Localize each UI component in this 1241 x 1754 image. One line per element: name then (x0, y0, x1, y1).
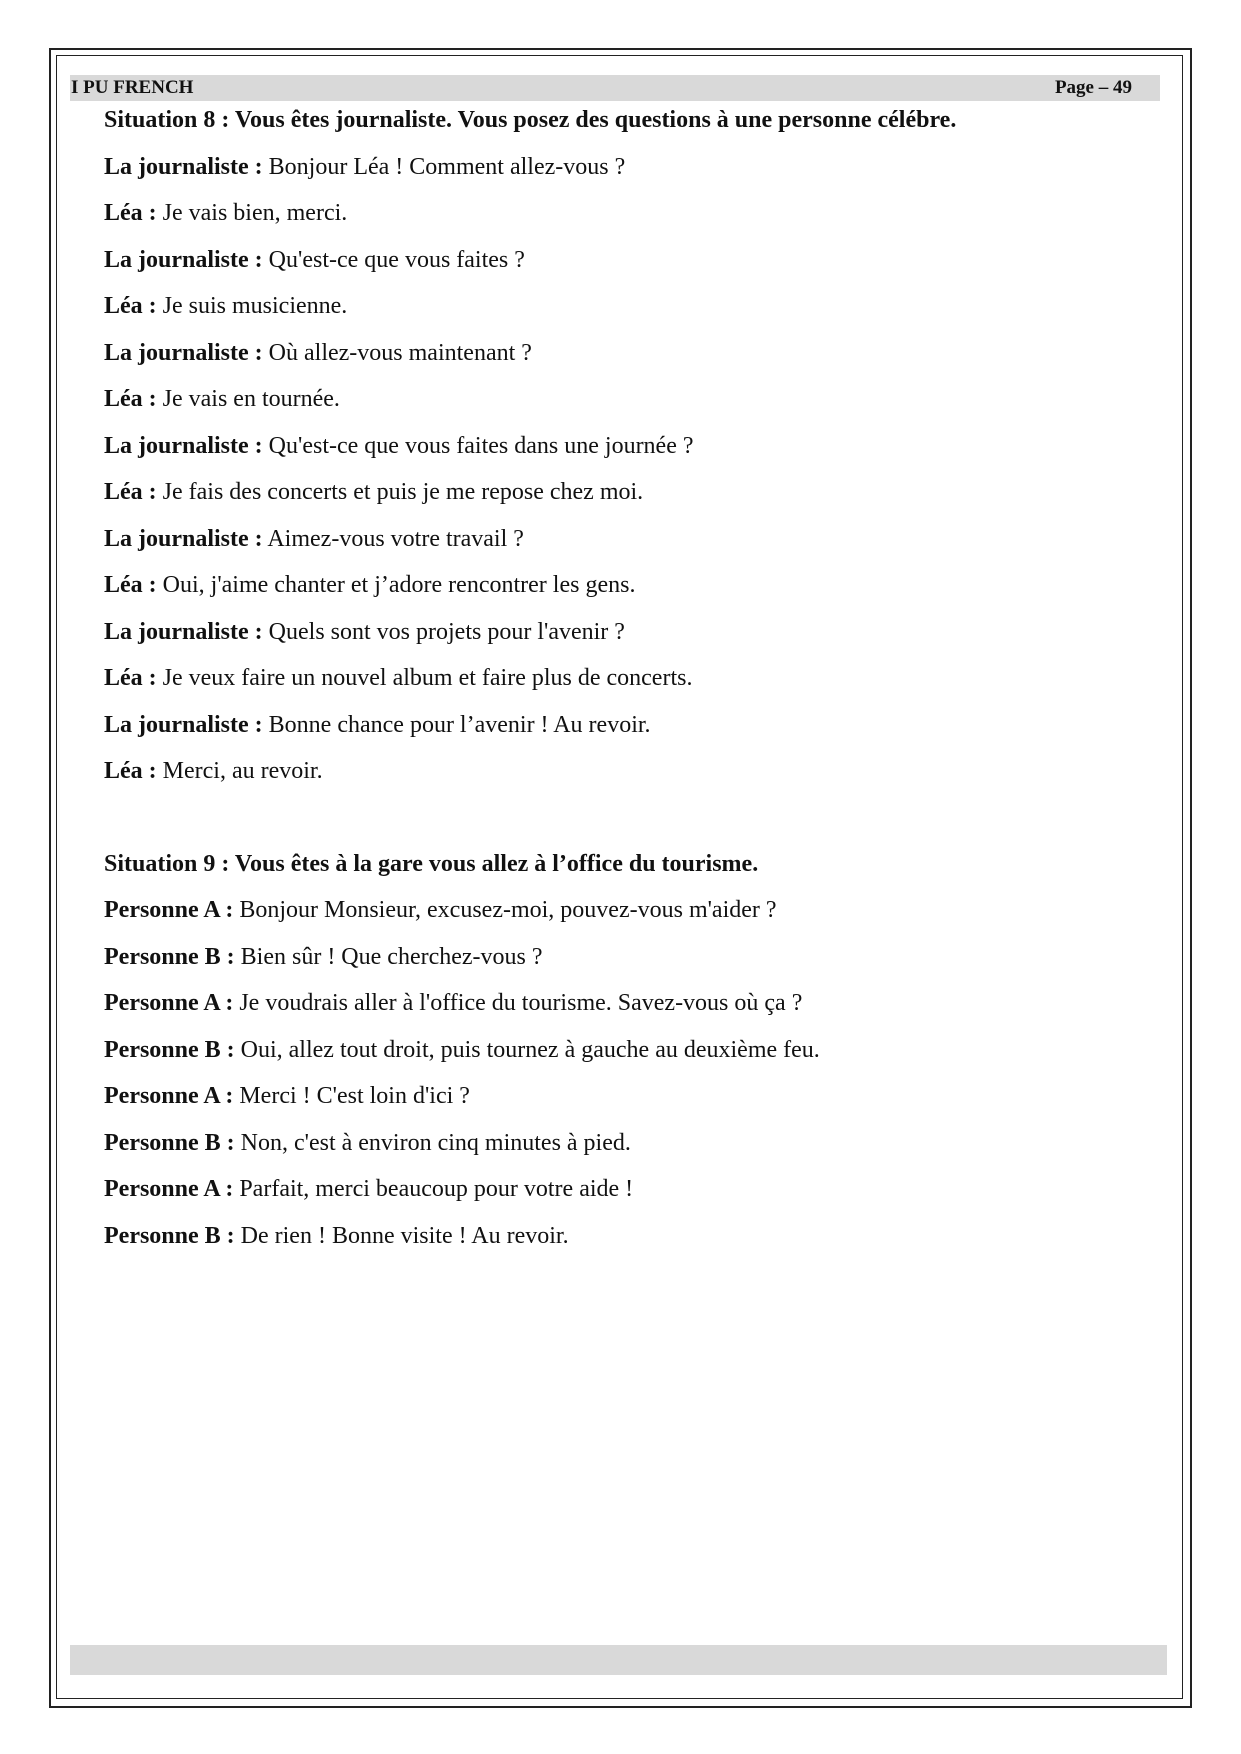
dialogue-text: Je vais en tournée. (156, 386, 340, 412)
dialogue-text: Bonjour Monsieur, excusez-moi, pouvez-vous m'aider ? (233, 897, 777, 923)
dialogue-line (104, 1220, 1104, 1267)
speaker-label: Personne A : (104, 897, 234, 923)
speaker-label: Léa : (104, 665, 157, 691)
dialogue-line (104, 523, 1104, 570)
dialogue-line (104, 1173, 1104, 1220)
speaker-label: Léa : (104, 758, 157, 784)
dialogue-line (104, 244, 1104, 291)
header-course-title: I PU FRENCH (71, 77, 194, 98)
dialogue-text: Qu'est-ce que vous faites dans une journée ? (262, 432, 694, 459)
page-content (104, 104, 1104, 1266)
speaker-label: La journaliste : (104, 618, 263, 645)
header-page-number: Page – 49 (1054, 77, 1132, 98)
speaker-label: Personne B : (104, 943, 235, 970)
dialogue-line (104, 476, 1104, 523)
dialogue-text: Bonne chance pour l’avenir ! Au revoir. (262, 711, 651, 738)
dialogue-line (104, 941, 1104, 988)
dialogue-text: Bonjour Léa ! Comment allez-vous ? (262, 153, 626, 180)
speaker-label: Personne A : (104, 1083, 234, 1109)
dialogue-line (104, 337, 1104, 384)
dialogue-text: Qu'est-ce que vous faites ? (262, 246, 525, 273)
dialogue-line (104, 1127, 1104, 1174)
dialogue-text: Aimez-vous votre travail ? (262, 525, 524, 552)
dialogue-text: Quels sont vos projets pour l'avenir ? (262, 618, 625, 645)
speaker-label: Léa : (104, 479, 157, 505)
speaker-label: La journaliste : (104, 339, 263, 366)
speaker-label: Personne A : (104, 990, 234, 1016)
speaker-label: Léa : (104, 293, 157, 319)
dialogue-text: Je veux faire un nouvel album et faire plus de concerts. (156, 665, 693, 691)
dialogue-text: Je voudrais aller à l'office du tourisme. Savez-vous où ça ? (233, 990, 803, 1016)
dialogue-line (104, 430, 1104, 477)
dialogue-line (104, 1034, 1104, 1081)
dialogue-line (104, 662, 1104, 709)
dialogue-text: Merci ! C'est loin d'ici ? (233, 1083, 470, 1109)
speaker-label: La journaliste : (104, 246, 263, 273)
dialogue-line (104, 616, 1104, 663)
speaker-label: La journaliste : (104, 153, 263, 180)
speaker-label: Léa : (104, 386, 157, 412)
dialogue-text: Non, c'est à environ cinq minutes à pied. (234, 1129, 631, 1156)
dialogue-text: Je suis musicienne. (156, 293, 348, 319)
dialogue-text: Où allez-vous maintenant ? (262, 339, 532, 366)
page-header (70, 75, 1160, 101)
speaker-label: Personne B : (104, 1036, 235, 1063)
speaker-label: Personne B : (104, 1129, 235, 1156)
dialogue-text: De rien ! Bonne visite ! Au revoir. (234, 1222, 569, 1249)
dialogue-line (104, 755, 1104, 802)
dialogue-text: Je fais des concerts et puis je me repose chez moi. (156, 479, 644, 505)
dialogue-line (104, 987, 1104, 1034)
dialogue-line (104, 569, 1104, 616)
dialogue-text: Oui, allez tout droit, puis tournez à gauche au deuxième feu. (234, 1036, 820, 1063)
speaker-label: Personne B : (104, 1222, 235, 1249)
speaker-label: La journaliste : (104, 432, 263, 459)
dialogue-text: Parfait, merci beaucoup pour votre aide ! (233, 1176, 634, 1202)
dialogue-text: Oui, j'aime chanter et j’adore rencontrer les gens. (156, 572, 636, 598)
dialogue-text: Je vais bien, merci. (156, 200, 348, 226)
page-footer-bar (70, 1645, 1167, 1675)
dialogue-line (104, 197, 1104, 244)
speaker-label: La journaliste : (104, 525, 263, 552)
section-spacer (104, 802, 1104, 848)
dialogue-line (104, 290, 1104, 337)
dialogue-line (104, 383, 1104, 430)
speaker-label: La journaliste : (104, 711, 263, 738)
dialogue-line (104, 709, 1104, 756)
dialogue-text: Bien sûr ! Que cherchez-vous ? (234, 943, 543, 970)
dialogue-line (104, 151, 1104, 198)
dialogue-line (104, 894, 1104, 941)
situation8-heading: Situation 8 : Vous êtes journaliste. Vous posez des questions à une personne célébre. (104, 107, 957, 133)
speaker-label: Léa : (104, 200, 157, 226)
dialogue-line (104, 1080, 1104, 1127)
situation9-heading: Situation 9 : Vous êtes à la gare vous allez à l’office du tourisme. (104, 850, 759, 877)
speaker-label: Léa : (104, 572, 157, 598)
speaker-label: Personne A : (104, 1176, 234, 1202)
dialogue-text: Merci, au revoir. (156, 758, 323, 784)
